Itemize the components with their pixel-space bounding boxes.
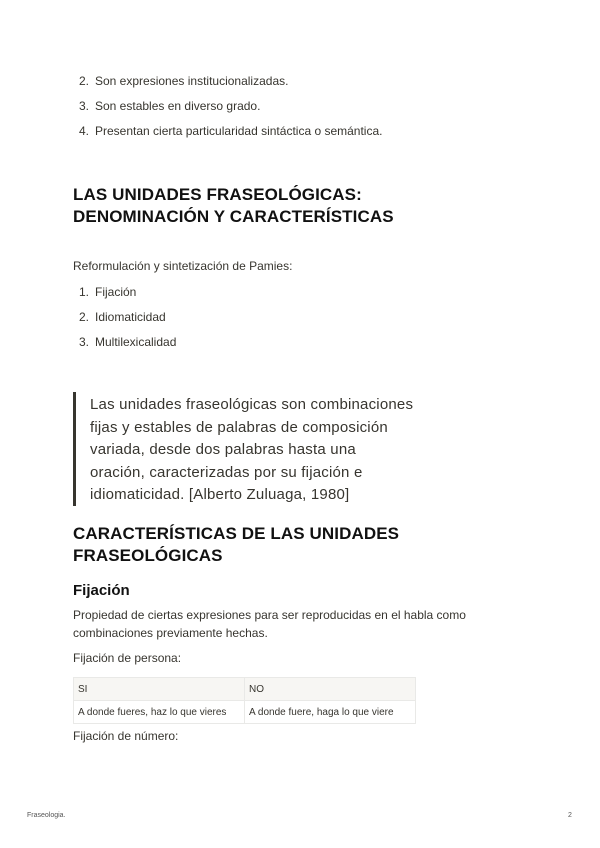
table-header-row (74, 678, 416, 701)
paragraph: Fijación de persona: (73, 651, 182, 665)
footer-page-number: 2 (568, 812, 572, 819)
list-item: 2. Idiomaticidad (79, 310, 166, 324)
section-heading: LAS UNIDADES FRASEOLÓGICAS: DENOMINACIÓN Y CARACTERÍSTICAS (73, 185, 394, 226)
subsection-heading: Fijación (73, 582, 130, 599)
blockquote (73, 392, 430, 506)
paragraph: Propiedad de ciertas expresiones para ser reproducidas en el habla como combinaciones previamente hechas. (73, 608, 466, 640)
list-item: 1. Fijación (79, 285, 137, 299)
section-intro: Reformulación y sintetización de Pamies: (73, 259, 293, 273)
table-header-cell: SI (74, 678, 245, 701)
table-cell: A donde fuere, haga lo que viere (245, 701, 416, 724)
list-item: 2. Son expresiones institucionalizadas. (79, 74, 289, 88)
quote-text: Las unidades fraseológicas son combinaciones fijas y estables de palabras de composición variada, desde dos palabras hasta una oración, caracterizadas por su fijación e idiomaticidad. [Alberto Zuluaga, 1980] (90, 396, 414, 503)
table-cell: A donde fueres, haz lo que vieres (74, 701, 245, 724)
table-row (74, 701, 416, 724)
footer-doc-name: Fraseologia. (27, 812, 66, 819)
list-item: 4. Presentan cierta particularidad sintáctica o semántica. (79, 124, 383, 138)
list-item: 3. Son estables en diverso grado. (79, 99, 261, 113)
fixation-table (73, 677, 416, 724)
table-header-cell: NO (245, 678, 416, 701)
paragraph: Fijación de número: (73, 729, 179, 743)
list-item: 3. Multilexicalidad (79, 335, 177, 349)
section-heading: CARACTERÍSTICAS DE LAS UNIDADES FRASEOLÓGICAS (73, 524, 400, 565)
